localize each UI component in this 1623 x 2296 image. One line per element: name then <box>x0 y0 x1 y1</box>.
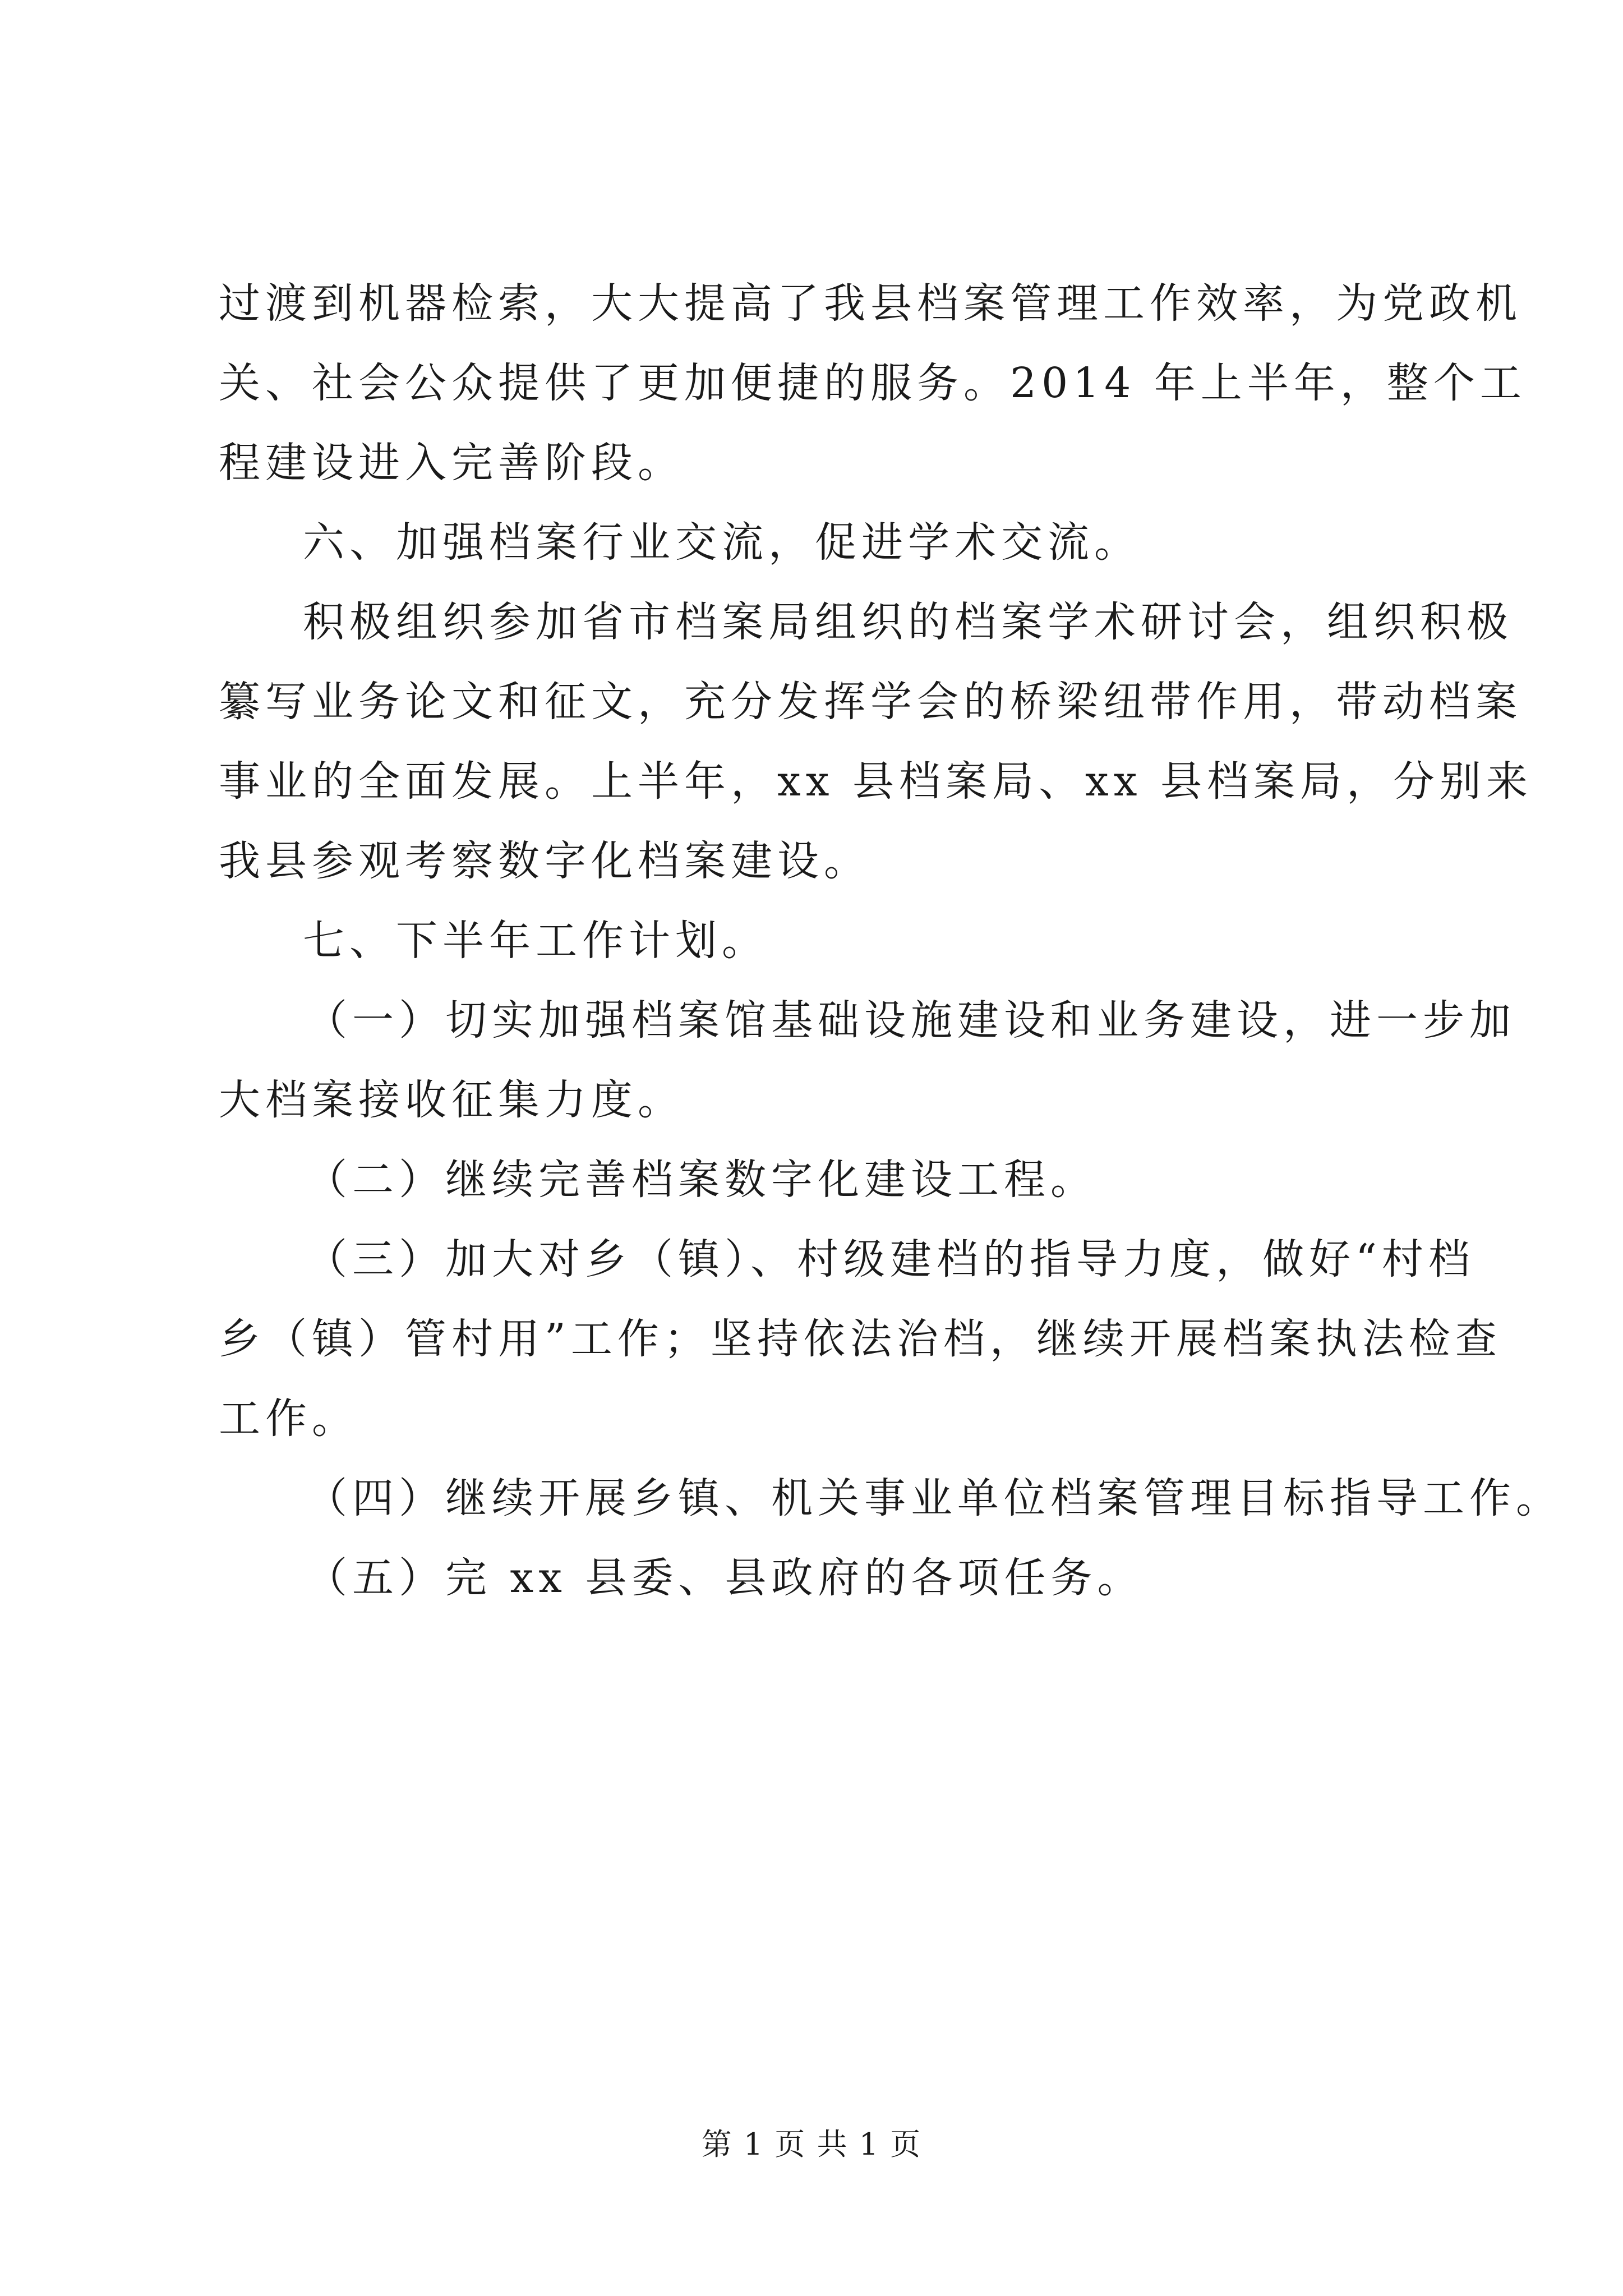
section-heading: 六、加强档案行业交流，促进学术交流。 <box>303 518 1141 567</box>
list-item-continuation: 大档案接收征集力度。 <box>219 1076 684 1124</box>
list-item: （三）加大对乡（镇）、村级建档的指导力度，做好“村档 <box>306 1235 1475 1283</box>
list-item: （二）继续完善档案数字化建设工程。 <box>306 1156 1097 1204</box>
paragraph-line: 事业的全面发展。上半年，xx 县档案局、xx 县档案局，分别来 <box>219 757 1533 806</box>
list-item: （五）完 xx 县委、县政府的各项任务。 <box>306 1554 1144 1602</box>
section-heading: 七、下半年工作计划。 <box>303 917 768 965</box>
list-item-continuation: 工作。 <box>219 1395 358 1443</box>
list-item-continuation: 乡（镇）管村用”工作；坚持依法治档，继续开展档案执法检查 <box>219 1315 1502 1363</box>
list-item: （一）切实加强档案馆基础设施建设和业务建设，进一步加 <box>306 996 1516 1045</box>
paragraph-line: 程建设进入完善阶段。 <box>219 439 684 487</box>
paragraph-line: 关、社会公众提供了更加便捷的服务。2014 年上半年，整个工 <box>219 359 1527 407</box>
paragraph-line: 积极组织参加省市档案局组织的档案学术研讨会，组织积极 <box>303 598 1513 646</box>
page-footer: 第 1 页 共 1 页 <box>701 2127 922 2162</box>
paragraph-line: 过渡到机器检索，大大提高了我县档案管理工作效率，为党政机 <box>219 279 1522 328</box>
paragraph-line: 我县参观考察数字化档案建设。 <box>219 837 870 885</box>
paragraph-line: 纂写业务论文和征文，充分发挥学会的桥梁纽带作用，带动档案 <box>219 678 1522 726</box>
document-body <box>219 264 1562 1618</box>
list-item: （四）继续开展乡镇、机关事业单位档案管理目标指导工作。 <box>306 1474 1562 1522</box>
